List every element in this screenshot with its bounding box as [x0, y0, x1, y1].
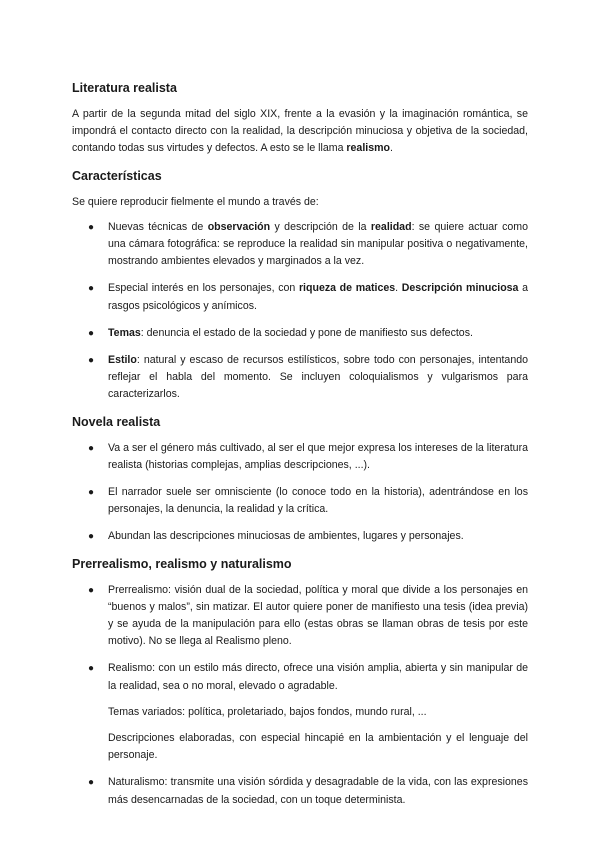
bullet-icon: ●: [88, 487, 95, 499]
bullet-icon: ●: [88, 531, 95, 543]
list-novela: [72, 440, 528, 546]
bullet-icon: ●: [88, 584, 95, 596]
bold-realismo: realismo: [346, 142, 390, 155]
heading-literatura-realista: Literatura realista: [72, 81, 177, 95]
list-item: ● Abundan las descripciones minuciosas de ambientes, lugares y personajes.: [72, 528, 528, 545]
list-caracteristicas: [72, 219, 528, 404]
heading-prerrealismo: Prerrealismo, realismo y naturalismo: [72, 556, 292, 571]
list-item: ● Temas: denuncia el estado de la sociedad y pone de manifiesto sus defectos.: [72, 325, 528, 342]
list-item: ● Especial interés en los personajes, con riqueza de matices. Descripción minuciosa a rasgos psicológicos y anímicos.: [88, 282, 528, 312]
bullet-icon: ●: [88, 355, 95, 367]
bullet-icon: ●: [88, 221, 95, 233]
subparagraph: Temas variados: política, proletariado, bajos fondos, mundo rural, ...: [108, 705, 427, 718]
paragraph-intro: A partir de la segunda mitad del siglo XIX, frente a la evasión y la imaginación romántica, se impondrá el contacto directo con la realidad, la descripción minuciosa y objetiva de la sociedad, contando todas sus virtudes y defectos. A esto se le llama realismo.: [72, 108, 528, 155]
bullet-icon: ●: [88, 283, 95, 295]
paragraph-caracteristicas-intro: Se quiere reproducir fielmente el mundo a través de:: [72, 195, 319, 208]
list-item: ● Realismo: con un estilo más directo, ofrece una visión amplia, abierta y sin manipular de la realidad, sea o no moral, elevado o agradable. Temas variados: política, proletariado, bajos fondos, mundo rural, ... Descripciones elaboradas, con especial hincapié en la ambientación y el lenguaje del personaje.: [72, 660, 528, 764]
bullet-icon: ●: [88, 442, 95, 454]
list-item: ● El narrador suele ser omnisciente (lo conoce todo en la historia), adentrándose en los personajes, la denuncia, la realidad y la crítica.: [88, 486, 528, 516]
bullet-icon: ●: [88, 663, 95, 675]
heading-caracteristicas: Características: [72, 168, 162, 183]
bullet-icon: ●: [88, 327, 95, 339]
bullet-icon: ●: [88, 777, 95, 789]
list-prerrealismo: [72, 582, 528, 809]
subparagraph: Descripciones elaboradas, con especial hincapié en la ambientación y el lenguaje del personaje.: [108, 732, 528, 762]
list-item: ● Va a ser el género más cultivado, al ser el que mejor expresa los intereses de la literatura realista (historias complejas, amplias descripciones, ...).: [88, 441, 528, 471]
heading-novela-realista: Novela realista: [72, 414, 161, 429]
list-item: ● Estilo: natural y escaso de recursos estilísticos, sobre todo con personajes, intentando reflejar el habla del momento. Se incluyen coloquialismos y vulgarismos para caracterizarlos.: [88, 354, 528, 401]
list-item: ● Nuevas técnicas de observación y descripción de la realidad: se quiere actuar como una cámara fotográfica: se reproduce la realidad sin manipular positiva o negativamente, mostrando ambientes elevados y marginados a la vez.: [88, 220, 528, 268]
list-item: ● Prerrealismo: visión dual de la sociedad, política y moral que divide a los personajes en “buenos y malos”, sin matizar. El autor quiere poner de manifiesto una tesis (idea previa) y se ayuda de la manipulación para ello (estas obras se llaman obras de tesis por este motivo). No se llega al Realismo pleno.: [88, 583, 528, 648]
list-item: ● Naturalismo: transmite una visión sórdida y desagradable de la vida, con las expresiones más desencarnadas de la sociedad, con un toque determinista.: [88, 776, 528, 806]
